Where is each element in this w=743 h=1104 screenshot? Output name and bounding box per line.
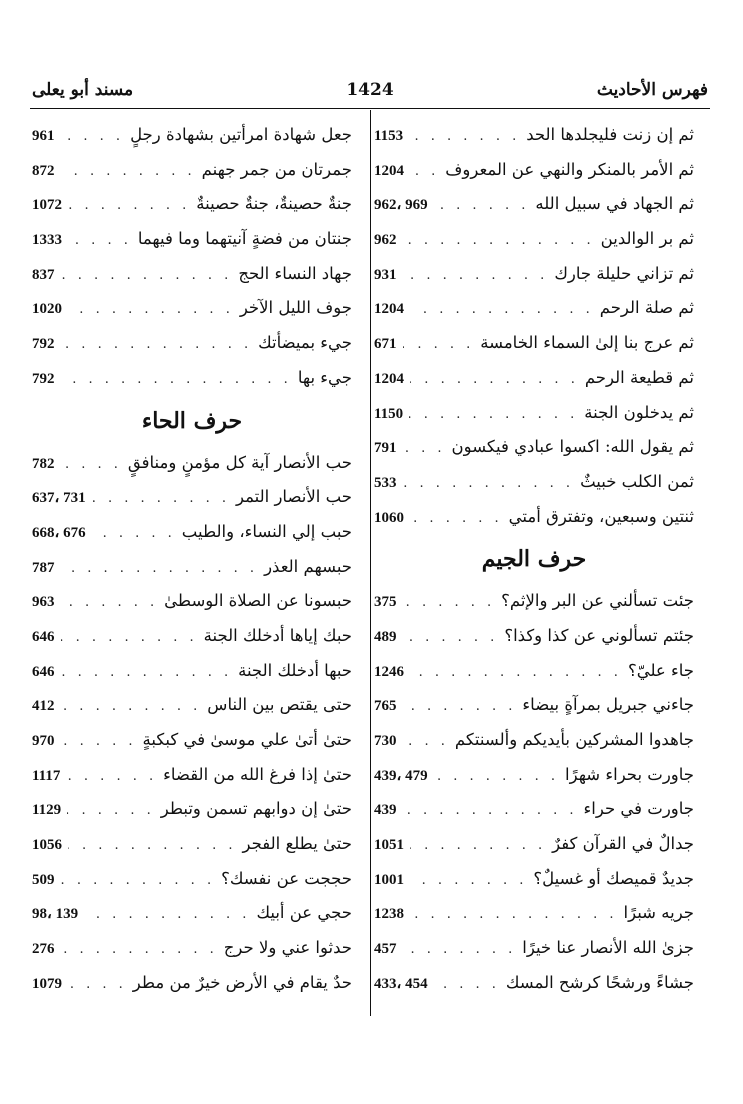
leader-dots: [68, 968, 127, 1003]
entry-hadith-number: 782: [32, 455, 55, 472]
index-entry: [374, 862, 694, 897]
leader-dots: [61, 448, 122, 483]
entry-hadith-number: 1153: [374, 128, 404, 144]
leader-dots: [410, 829, 546, 864]
index-entry: [374, 966, 694, 1001]
entry-hadith-number: 1150: [374, 405, 404, 422]
entry-text: جيء بها: [297, 367, 352, 387]
entry-hadith-number: 872: [32, 162, 55, 179]
entry-hadith-number: 489: [374, 628, 397, 645]
entry-hadith-number: 439، 479: [374, 767, 428, 784]
entry-text: جاورت بحراء شهرًا: [565, 764, 694, 784]
leader-dots: [68, 189, 190, 224]
index-entry: [32, 480, 352, 515]
index-entry: [32, 446, 352, 481]
index-entry: [32, 326, 352, 361]
index-entry: [32, 688, 352, 723]
entry-text: ثم يدخلون الجنة: [584, 402, 694, 422]
index-entry: [374, 758, 694, 793]
header-index-title: فهرس الأحاديث: [596, 80, 708, 100]
entry-hadith-number: 1333: [32, 232, 62, 249]
section-heading: حرف الجيم: [481, 546, 587, 573]
leader-dots: [66, 760, 157, 795]
leader-dots: [403, 690, 517, 725]
index-entry: [374, 465, 694, 500]
leader-dots: [410, 155, 439, 190]
entry-hadith-number: 668، 676: [32, 524, 86, 541]
leader-dots: [403, 432, 446, 467]
entry-hadith-number: 671: [374, 336, 397, 353]
header-book-title: مسند أبو يعلى: [32, 80, 134, 100]
entry-text: جهاد النساء الحج: [238, 263, 352, 283]
entry-text: ثم قطيعة الرحم: [584, 367, 694, 387]
entry-hadith-number: 1001: [374, 871, 404, 888]
entry-text: جاورت في حراء: [583, 799, 694, 819]
leader-dots: [434, 189, 530, 224]
index-entry: [374, 584, 694, 619]
entry-text: جديدٌ قميصك أو غسيلٌ؟: [533, 868, 694, 888]
leader-dots: [403, 933, 517, 968]
index-entry: [374, 688, 694, 723]
entry-text: جزىٰ الله الأنصار عنا خيرًا: [522, 938, 694, 958]
leader-dots: [61, 120, 125, 155]
leader-dots: [403, 259, 549, 294]
leader-dots: [92, 482, 230, 517]
leader-dots: [409, 398, 578, 433]
entry-hadith-number: 1204: [374, 162, 404, 179]
index-entry: [374, 619, 694, 654]
index-entry: [32, 222, 352, 257]
leader-dots: [410, 502, 503, 537]
entry-hadith-number: 1204: [374, 370, 404, 387]
entry-text: حتى يقتص بين الناس: [207, 695, 352, 715]
entry-hadith-number: 457: [374, 941, 397, 958]
index-entry: [374, 118, 694, 153]
leader-dots: [403, 725, 449, 760]
page-header: [32, 80, 708, 104]
entry-text: جنةٌ حصينةٌ، جنةٌ حصينةٌ: [196, 194, 352, 214]
entry-hadith-number: 1204: [374, 301, 404, 318]
leader-dots: [67, 794, 155, 829]
entry-text: حتىٰ إن دوابهم تسمن وتبطر: [160, 799, 352, 819]
index-entry: [374, 931, 694, 966]
leader-dots: [61, 328, 253, 363]
column-divider: [370, 110, 371, 1016]
leader-dots: [409, 120, 520, 155]
entry-text: ثم يقول الله: اكسوا عبادي فيكسون: [451, 437, 694, 457]
entry-text: ثم الجهاد في سبيل الله: [535, 194, 694, 214]
index-entry: [32, 550, 352, 585]
index-entry: [32, 931, 352, 966]
index-entry: [374, 827, 694, 862]
entry-text: ثمن الكلب خبيثٌ: [580, 471, 694, 491]
entry-text: حبها أدخلك الجنة: [238, 660, 352, 680]
index-entry: [374, 222, 694, 257]
entry-hadith-number: 1072: [32, 197, 62, 214]
entry-hadith-number: 792: [32, 370, 55, 387]
leader-dots: [61, 690, 202, 725]
right-column: [374, 118, 694, 1001]
index-entry: [32, 361, 352, 396]
leader-dots: [61, 586, 159, 621]
leader-dots: [403, 328, 475, 363]
index-entry: [32, 862, 352, 897]
index-entry: [32, 515, 352, 550]
leader-dots: [61, 259, 233, 294]
index-entry: [374, 500, 694, 535]
entry-text: جاهدوا المشركين بأيديكم وألسنتكم: [454, 730, 694, 749]
leader-dots: [410, 293, 594, 328]
entry-hadith-number: 646: [32, 628, 55, 645]
entry-text: جمرتان من جمر جهنم: [201, 159, 352, 179]
entry-hadith-number: 962، 969: [374, 197, 428, 214]
index-entry: [32, 584, 352, 619]
entry-text: ثم إن زنت فليجلدها الحد: [526, 125, 694, 144]
leader-dots: [61, 933, 218, 968]
entry-hadith-number: 1060: [374, 509, 404, 526]
entry-text: جاءني جبريل بمرآةٍ بيضاء: [522, 695, 694, 715]
entry-text: جنتان من فضةٍ آنيتهما وما فيهما: [137, 229, 352, 249]
entry-hadith-number: 1129: [32, 802, 62, 819]
entry-text: جريه شبرًا: [623, 903, 694, 923]
entry-text: ثم بر الوالدين: [600, 229, 694, 249]
entry-hadith-number: 433، 454: [374, 975, 428, 992]
entry-text: حبب إلي النساء، والطيب: [181, 521, 352, 541]
leader-dots: [61, 552, 259, 587]
index-entry: [374, 723, 694, 758]
entry-hadith-number: 791: [374, 440, 397, 457]
index-entry: [374, 361, 694, 396]
entry-text: ثم الأمر بالمنكر والنهي عن المعروف: [445, 159, 694, 179]
leader-dots: [403, 621, 499, 656]
entry-hadith-number: 646: [32, 663, 55, 680]
leader-dots: [61, 656, 233, 691]
index-entry: [32, 966, 352, 1001]
entry-text: حتىٰ يطلع الفجر: [242, 834, 352, 854]
leader-dots: [68, 224, 132, 259]
index-entry: [374, 430, 694, 465]
entry-text: جدالٌ في القرآن كفرٌ: [552, 834, 694, 854]
index-entry: [32, 654, 352, 689]
header-rule: [30, 108, 710, 109]
entry-text: ثم عرج بنا إلىٰ السماء الخامسة: [480, 333, 694, 353]
index-entry: [374, 654, 694, 689]
entry-hadith-number: 970: [32, 733, 55, 749]
index-entry: [32, 896, 352, 931]
entry-hadith-number: 730: [374, 733, 397, 749]
entry-hadith-number: 1056: [32, 837, 62, 854]
leader-dots: [61, 725, 137, 760]
section-heading: حرف الحاء: [141, 407, 243, 434]
index-entry: [32, 118, 352, 153]
entry-text: حبسونا عن الصلاة الوسطىٰ: [164, 591, 352, 611]
index-entry: [32, 792, 352, 827]
entry-hadith-number: 1051: [374, 837, 404, 854]
left-column: [32, 118, 352, 1001]
entry-hadith-number: 837: [32, 266, 55, 283]
index-entry: [374, 257, 694, 292]
entry-text: حتىٰ أتىٰ علي موسىٰ في كبكبةٍ: [142, 730, 352, 749]
entry-text: حجي عن أبيك: [256, 903, 352, 923]
entry-text: حدٌ يقام في الأرض خيرٌ من مطر: [132, 972, 352, 992]
entry-hadith-number: 637، 731: [32, 490, 86, 507]
index-entry: [374, 792, 694, 827]
leader-dots: [68, 829, 236, 864]
index-entry: [32, 619, 352, 654]
index-entry: [374, 153, 694, 188]
entry-hadith-number: 765: [374, 698, 397, 715]
entry-hadith-number: 533: [374, 474, 397, 491]
index-entry: [32, 291, 352, 326]
entry-text: جوف الليل الآخر: [239, 298, 352, 318]
leader-dots: [410, 864, 527, 899]
index-entry: [374, 326, 694, 361]
index-entry: [374, 187, 694, 222]
leader-dots: [403, 586, 496, 621]
leader-dots: [403, 224, 595, 259]
entry-text: جاء عليّ؟: [627, 660, 694, 680]
index-entry: [32, 187, 352, 222]
page-number: 1424: [346, 80, 394, 100]
entry-text: حب الأنصار التمر: [235, 487, 352, 507]
index-entry: [374, 291, 694, 326]
index-entry: [32, 257, 352, 292]
leader-dots: [61, 864, 216, 899]
index-entry: [32, 827, 352, 862]
entry-hadith-number: 1117: [32, 767, 61, 784]
index-entry: [374, 396, 694, 431]
leader-dots: [410, 656, 622, 691]
entry-hadith-number: 509: [32, 871, 55, 888]
index-entry: [32, 153, 352, 188]
entry-hadith-number: 931: [374, 266, 397, 283]
leader-dots: [92, 517, 176, 552]
entry-text: حدثوا عني ولا حرج: [223, 938, 352, 958]
leader-dots: [434, 968, 500, 1003]
entry-hadith-number: 412: [32, 698, 55, 715]
leader-dots: [434, 760, 559, 795]
index-entry: [374, 896, 694, 931]
entry-hadith-number: 1020: [32, 301, 62, 318]
entry-text: ثنتين وسبعين، وتفترق أمتي: [508, 506, 694, 526]
entry-text: ثم تزاني حليلة جارك: [554, 263, 694, 283]
leader-dots: [403, 467, 575, 502]
entry-text: حب الأنصار آية كل مؤمنٍ ومنافقٍ: [127, 452, 352, 472]
entry-text: حتىٰ إذا فرغ الله من القضاء: [163, 764, 352, 784]
entry-hadith-number: 276: [32, 941, 55, 958]
leader-dots: [61, 363, 292, 398]
entry-text: جئتم تسألوني عن كذا وكذا؟: [504, 625, 694, 645]
index-entry: [32, 723, 352, 758]
entry-text: جشاءً ورشحًا كرشح المسك: [505, 972, 694, 992]
entry-hadith-number: 787: [32, 559, 55, 576]
entry-hadith-number: 1079: [32, 975, 62, 992]
leader-dots: [410, 898, 618, 933]
entry-hadith-number: 98، 139: [32, 906, 79, 923]
leader-dots: [61, 621, 198, 656]
entry-text: حبك إياها أدخلك الجنة: [203, 625, 352, 645]
entry-text: جيء بميضأتك: [258, 333, 352, 353]
leader-dots: [61, 155, 196, 190]
entry-hadith-number: 792: [32, 336, 55, 353]
entry-hadith-number: 962: [374, 232, 397, 249]
entry-hadith-number: 961: [32, 128, 55, 144]
entry-text: حبسهم العذر: [264, 556, 352, 576]
entry-text: جعل شهادة امرأتين بشهادة رجلٍ: [130, 125, 352, 144]
index-entry: [32, 758, 352, 793]
entry-hadith-number: 1238: [374, 906, 404, 923]
entry-hadith-number: 375: [374, 594, 397, 611]
entry-text: حججت عن نفسك؟: [221, 868, 352, 888]
leader-dots: [84, 898, 250, 933]
entry-text: جئت تسألني عن البر والإثم؟: [501, 591, 694, 611]
entry-text: ثم صلة الرحم: [599, 298, 694, 318]
entry-hadith-number: 963: [32, 594, 55, 611]
entry-hadith-number: 1246: [374, 663, 404, 680]
leader-dots: [410, 363, 579, 398]
leader-dots: [68, 293, 234, 328]
leader-dots: [403, 794, 578, 829]
entry-hadith-number: 439: [374, 802, 397, 819]
